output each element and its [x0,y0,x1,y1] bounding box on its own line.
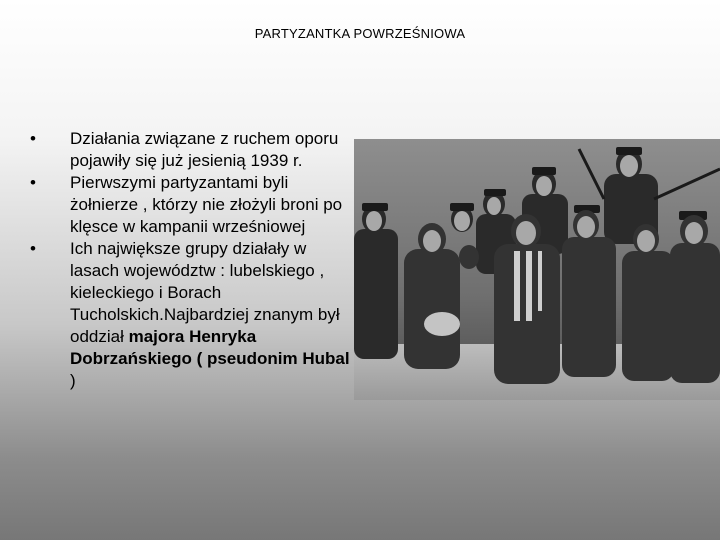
group-photo-partisans-image [354,139,720,400]
bullet-item-1 [30,128,350,172]
bullet-text-3-end: ) [70,371,76,390]
bullet-dot-icon: • [30,239,36,258]
slide-title: PARTYZANTKA POWRZEŚNIOWA [254,26,466,41]
bullet-text-2: Pierwszymi partyzantami byli żołnierze , którzy nie złożyli broni po klęsce w kampanii wrześniowej [70,173,343,236]
bullet-text-3-bold: majora Henryka Dobrzańskiego ( pseudonim Hubal [70,327,350,368]
bullet-item-2 [30,172,350,238]
bullet-list [30,128,350,392]
bullet-text-3: Ich największe grupy działały w lasach województw : lubelskiego , kieleckiego i Borach Tucholskich.Najbardziej znanym był oddział [70,239,340,346]
bullet-text-1: Działania związane z ruchem oporu pojawiły się już jesienią 1939 r. [70,129,339,170]
bullet-item-3 [30,238,350,392]
bullet-dot-icon: • [30,129,36,148]
bullet-dot-icon: • [30,173,36,192]
